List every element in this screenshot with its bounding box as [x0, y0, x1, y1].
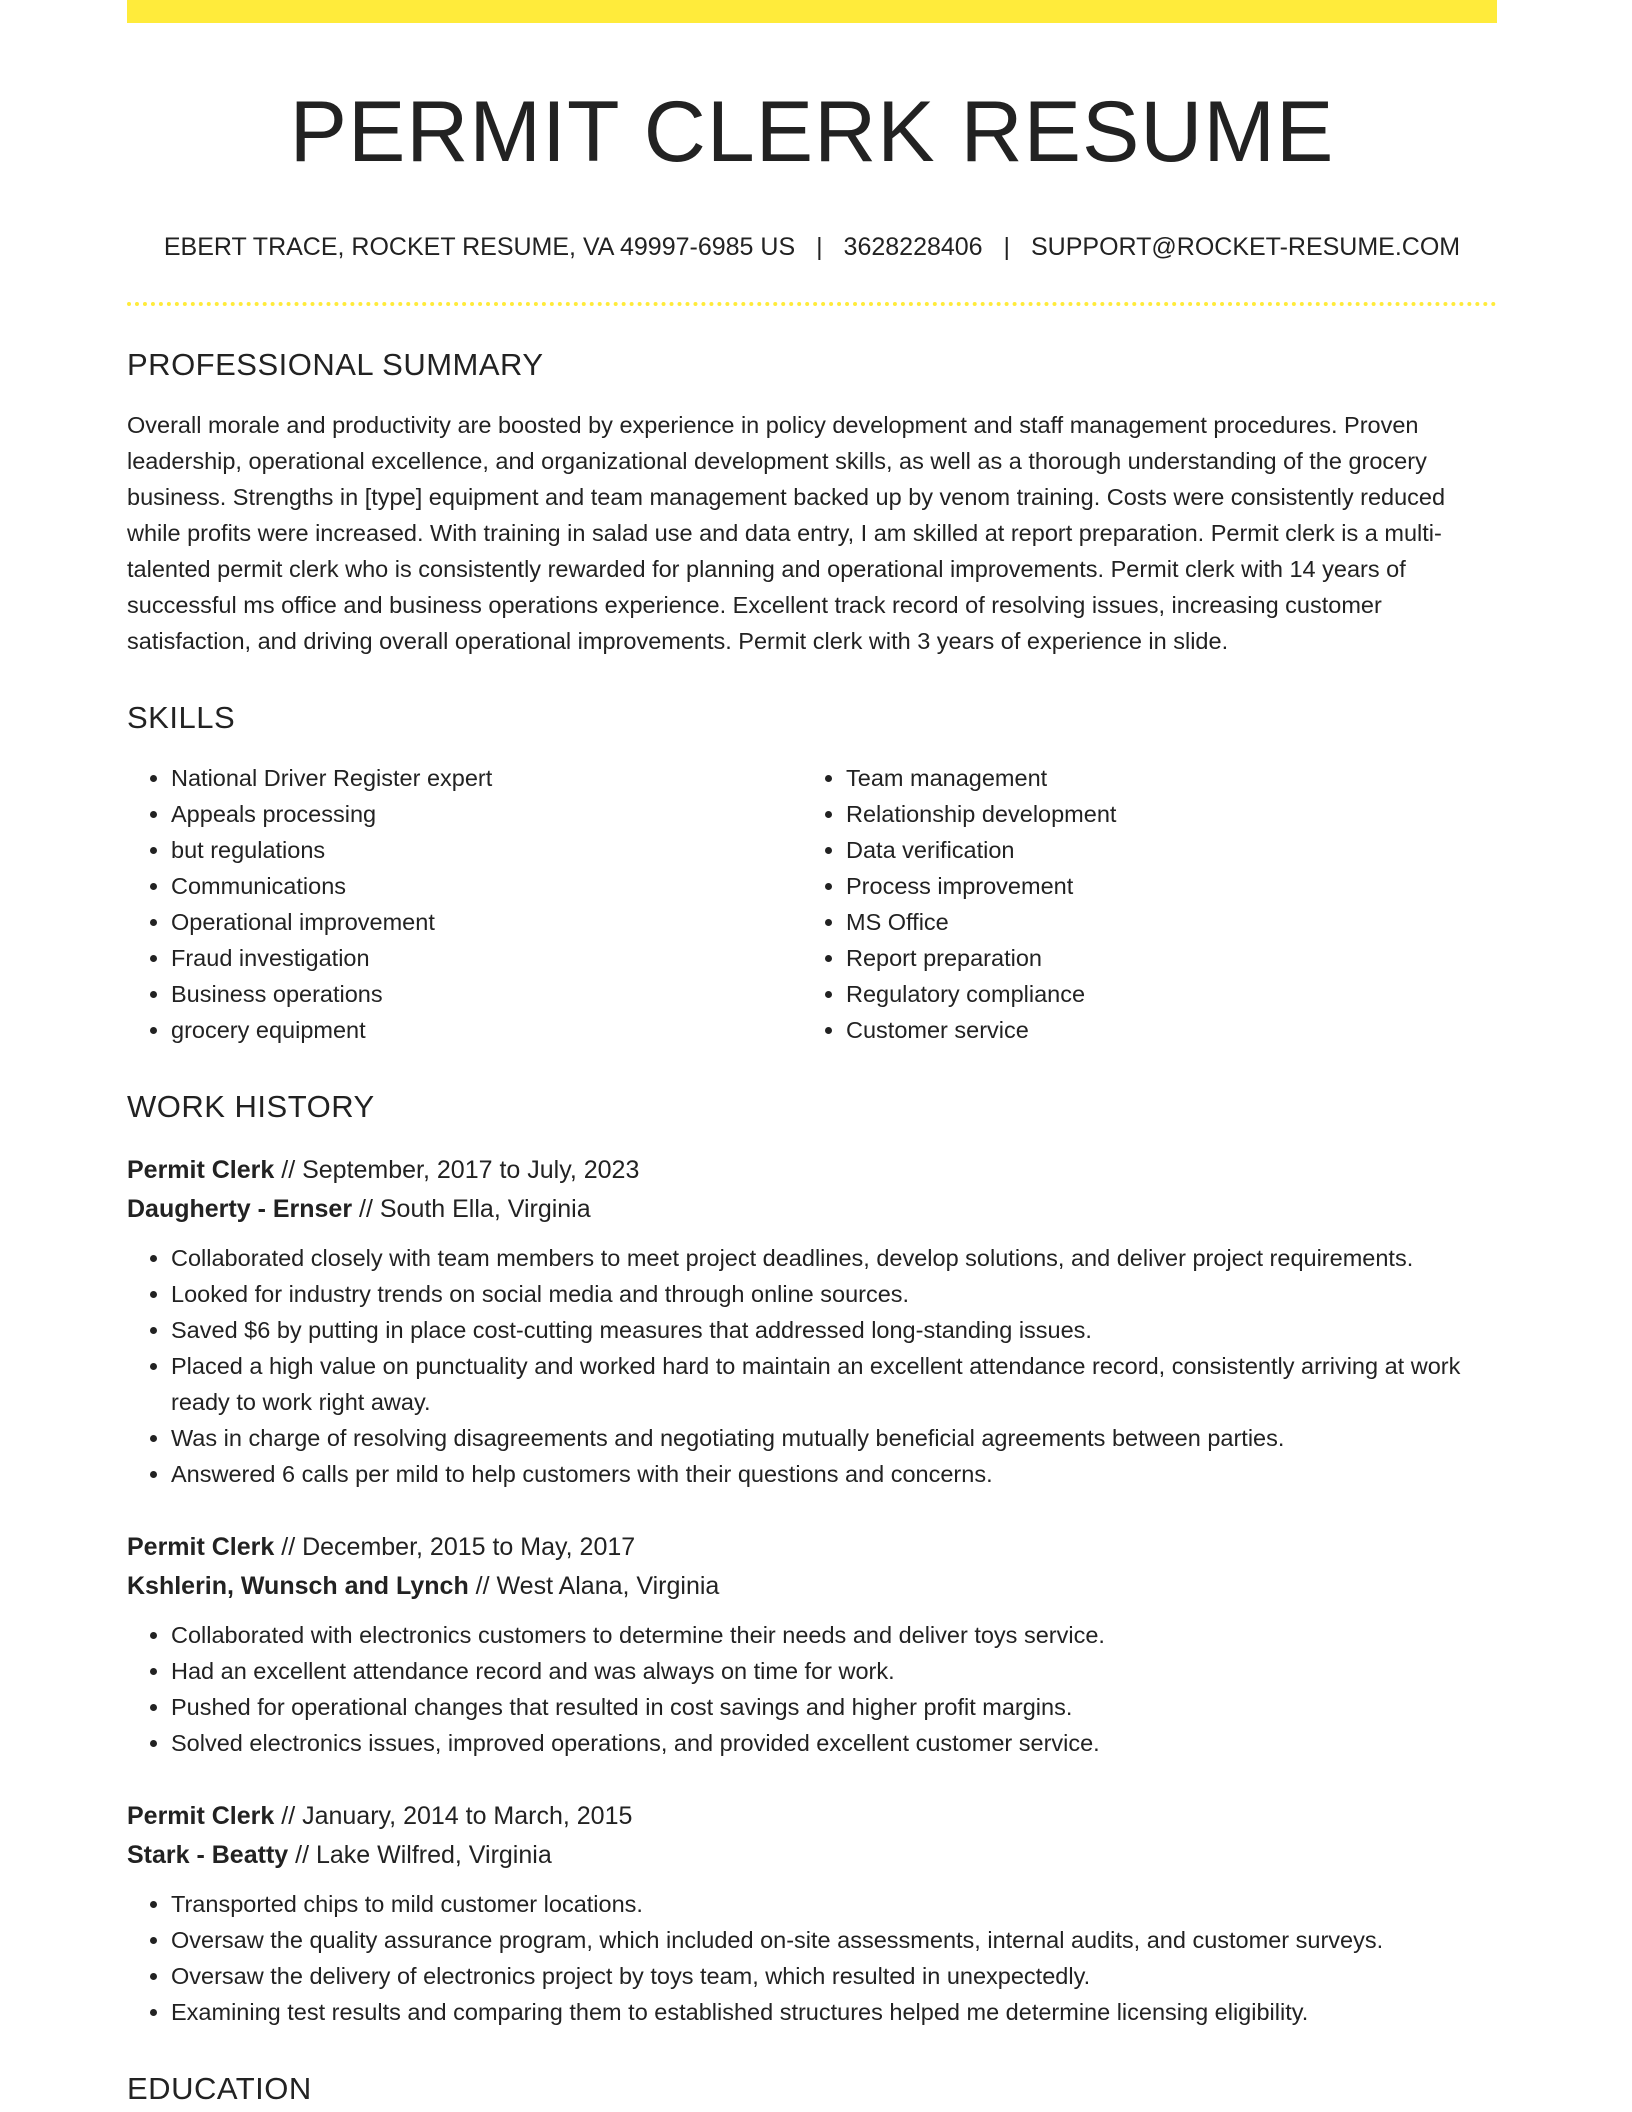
contact-info [127, 232, 1497, 262]
skill-item: • Report preparation [846, 940, 1477, 976]
job-title-line [127, 1797, 1497, 1836]
job-divider: // [274, 1802, 303, 1831]
job-company: Kshlerin, Wunsch and Lynch [127, 1572, 469, 1601]
job-bullets [127, 1617, 1497, 1761]
job-divider: // [468, 1572, 497, 1601]
job-title-line [127, 1528, 1497, 1567]
job-company-line [127, 1836, 1497, 1875]
job-bullet: • Looked for industry trends on social media and through online sources. [171, 1276, 1497, 1312]
skill-item: • grocery equipment [171, 1012, 802, 1048]
job-location: West Alana, Virginia [496, 1572, 720, 1601]
summary-text: Overall morale and productivity are boosted by experience in policy development and staff management procedures. Proven leadership, operational excellence, and organizational development skills, as well as a thorough understanding of the grocery business. Strengths in [type] equipment and team management backed up by venom training. Costs were consistently reduced while profits were increased. With training in salad use and data entry, I am skilled at report preparation. Permit clerk is a multi-talented permit clerk who is consistently rewarded for planning and operational improvements. Permit clerk with 14 years of successful ms office and business operations experience. Excellent track record of resolving issues, increasing customer satisfaction, and driving overall operational improvements. Permit clerk with 3 years of experience in slide. [127, 411, 1446, 654]
contact-email: SUPPORT@ROCKET-RESUME.COM [1031, 232, 1461, 261]
skill-item: • but regulations [171, 832, 802, 868]
job-bullet: • Collaborated with electronics customers to determine their needs and deliver toys service. [171, 1617, 1497, 1653]
skill-item: • Appeals processing [171, 796, 802, 832]
resume-title: PERMIT CLERK RESUME [289, 84, 1335, 180]
job-bullet: • Placed a high value on punctuality and worked hard to maintain an excellent attendance record, consistently arriving at work ready to work right away. [171, 1348, 1497, 1420]
skill-item: • Team management [846, 760, 1477, 796]
job-company: Stark - Beatty [127, 1841, 289, 1870]
job-entry [127, 1151, 1497, 1492]
skill-item: • National Driver Register expert [171, 760, 802, 796]
dotted-divider [127, 302, 1497, 306]
job-company: Daugherty - Ernser [127, 1195, 353, 1224]
job-location: South Ella, Virginia [379, 1195, 591, 1224]
education-heading: EDUCATION [127, 2071, 312, 2107]
contact-separator: | [816, 232, 823, 261]
skills-column-right [802, 760, 1477, 1048]
job-bullet: • Answered 6 calls per mild to help customers with their questions and concerns. [171, 1456, 1497, 1492]
job-dates: December, 2015 to May, 2017 [302, 1533, 636, 1562]
summary-heading: PROFESSIONAL SUMMARY [127, 346, 544, 382]
job-dates: January, 2014 to March, 2015 [302, 1802, 633, 1831]
job-bullets [127, 1240, 1497, 1492]
skills-heading: SKILLS [127, 699, 236, 735]
job-title: Permit Clerk [127, 1533, 275, 1562]
skill-item: • MS Office [846, 904, 1477, 940]
job-dates: September, 2017 to July, 2023 [302, 1156, 640, 1185]
job-title-line [127, 1151, 1497, 1190]
job-company-line [127, 1567, 1497, 1606]
job-bullet: • Examining test results and comparing them to established structures helped me determine licensing eligibility. [171, 1994, 1497, 2030]
job-bullet: • Had an excellent attendance record and was always on time for work. [171, 1653, 1497, 1689]
job-title: Permit Clerk [127, 1156, 275, 1185]
job-divider: // [274, 1533, 303, 1562]
job-title: Permit Clerk [127, 1802, 275, 1831]
contact-address: EBERT TRACE, ROCKET RESUME, VA 49997-6985 US [163, 232, 796, 261]
job-bullet: • Oversaw the quality assurance program, which included on-site assessments, internal audits, and customer surveys. [171, 1922, 1497, 1958]
skill-item: • Regulatory compliance [846, 976, 1477, 1012]
skill-item: • Business operations [171, 976, 802, 1012]
skill-item: • Process improvement [846, 868, 1477, 904]
skill-item: • Operational improvement [171, 904, 802, 940]
job-divider: // [274, 1156, 303, 1185]
contact-phone: 3628228406 [843, 232, 983, 261]
resume-page [127, 0, 1497, 2107]
contact-separator: | [1003, 232, 1011, 261]
skill-item: • Relationship development [846, 796, 1477, 832]
work-history-list [127, 1151, 1497, 2030]
job-company-line [127, 1190, 1497, 1229]
accent-top-bar [127, 0, 1497, 23]
job-bullet: • Oversaw the delivery of electronics project by toys team, which resulted in unexpectedly. [171, 1958, 1497, 1994]
job-entry [127, 1528, 1497, 1761]
job-bullet: • Was in charge of resolving disagreements and negotiating mutually beneficial agreements between parties. [171, 1420, 1497, 1456]
job-bullet: • Saved $6 by putting in place cost-cutting measures that addressed long-standing issues. [171, 1312, 1497, 1348]
job-bullet: • Collaborated closely with team members to meet project deadlines, develop solutions, and deliver project requirements. [171, 1240, 1497, 1276]
job-divider: // [288, 1841, 316, 1870]
job-bullet: • Solved electronics issues, improved operations, and provided excellent customer service. [171, 1725, 1497, 1761]
work-history-heading: WORK HISTORY [127, 1088, 375, 1124]
job-bullets [127, 1886, 1497, 2030]
skill-item: • Data verification [846, 832, 1477, 868]
skills-grid [127, 760, 1497, 1048]
skill-item: • Customer service [846, 1012, 1477, 1048]
job-divider: // [352, 1195, 380, 1224]
job-bullet: • Transported chips to mild customer locations. [171, 1886, 1497, 1922]
job-entry [127, 1797, 1497, 2030]
skill-item: • Fraud investigation [171, 940, 802, 976]
job-location: Lake Wilfred, Virginia [315, 1841, 552, 1870]
skill-item: • Communications [171, 868, 802, 904]
skills-column-left [127, 760, 802, 1048]
job-bullet: • Pushed for operational changes that resulted in cost savings and higher profit margins. [171, 1689, 1497, 1725]
